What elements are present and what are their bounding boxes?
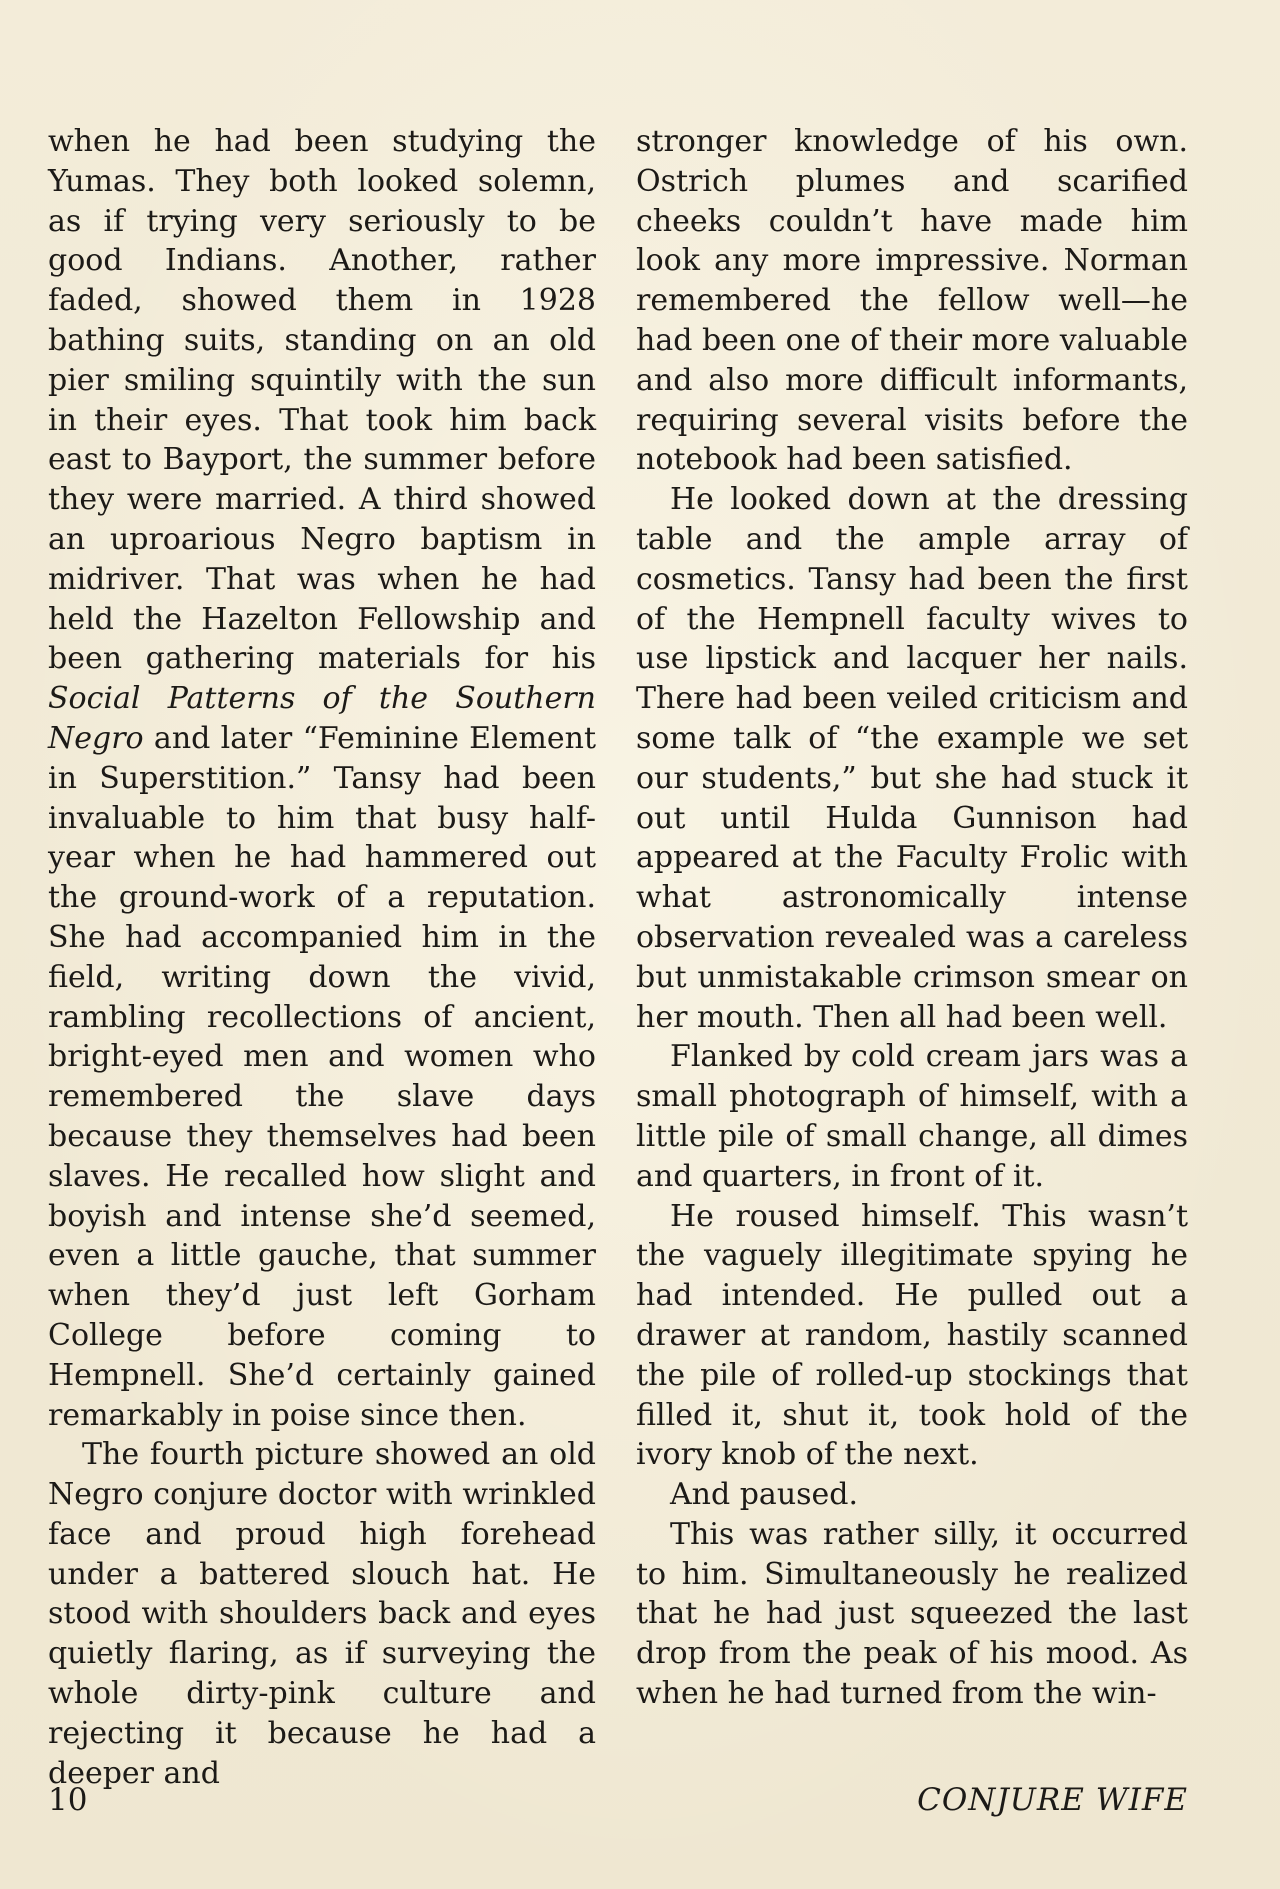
- paragraph: stronger knowledge of his own. Ostrich plumes and scarified cheeks couldn’t have made him look any more impressive. Norman remembered the fellow well—he had been one of their more valuable and also more difficult informants, requiring several visits before the notebook had been satisfied.: [636, 124, 1188, 478]
- paragraph-text: when he had been studying the Yumas. They both looked solemn, as if trying very seriously to be good Indians. Another, rather faded, showed them in 1928 bathing suits, standing on an old pier smiling squintily with the sun in their eyes. That took him back east to Bayport, the summer before they were married. A third showed an uproarious Negro baptism in midriver. That was when he had held the Hazelton Fellowship and been gathering materials for his: [48, 124, 596, 677]
- paragraph: The fourth picture showed an old Negro conjure doctor with wrinkled face and proud high forehead under a battered slouch hat. He stood with shoulders back and eyes quietly flaring, as if surveying the whole dirty-pink culture and rejecting it because he had a deeper and: [48, 1437, 596, 1791]
- paragraph: [48, 122, 596, 1435]
- right-column: [636, 122, 1188, 1714]
- left-column: [48, 122, 596, 1793]
- paragraph: This was rather silly, it occurred to him. Simultaneously he realized that he had just squeezed the last drop from the peak of his mood. As when he had turned from the win-: [636, 1516, 1188, 1712]
- paragraph-text: and later “Feminine Element in Superstition.” Tansy had been invaluable to him that busy half-year when he had hammered out the ground-work of a reputation. She had accompanied him in the field, writing down the vivid, rambling recollections of ancient, bright-eyed men and women who remembered the slave days because they themselves had been slaves. He recalled how slight and boyish and intense she’d seemed, even a little gauche, that summer when they’d just left Gorham College before coming to Hempnell. She’d certainly gained remarkably in poise since then.: [48, 720, 596, 1433]
- paragraph: He looked down at the dressing table and the ample array of cosmetics. Tansy had been the first of the Hempnell faculty wives to use lipstick and lacquer her nails. There had been veiled criticism and some talk of “the example we set our students,” but she had stuck it out until Hulda Gunnison had appeared at the Faculty Frolic with what astronomically intense observation revealed was a careless but unmistakable crimson smear on her mouth. Then all had been well.: [636, 482, 1188, 1035]
- page-footer: [48, 1782, 1188, 1826]
- paragraph: Flanked by cold cream jars was a small photograph of himself, with a little pile of small change, all dimes and quarters, in front of it.: [636, 1039, 1188, 1194]
- running-title: CONJURE WIFE: [917, 1782, 1188, 1818]
- page-number: 10: [48, 1782, 88, 1818]
- paragraph: He roused himself. This wasn’t the vaguely illegitimate spying he had intended. He pulled out a drawer at random, hastily scanned the pile of rolled-up stockings that filled it, shut it, took hold of the ivory knob of the next.: [636, 1198, 1188, 1473]
- paragraph: And paused.: [670, 1477, 859, 1513]
- book-title-italic: Social Patterns of the Southern Negro: [48, 681, 596, 756]
